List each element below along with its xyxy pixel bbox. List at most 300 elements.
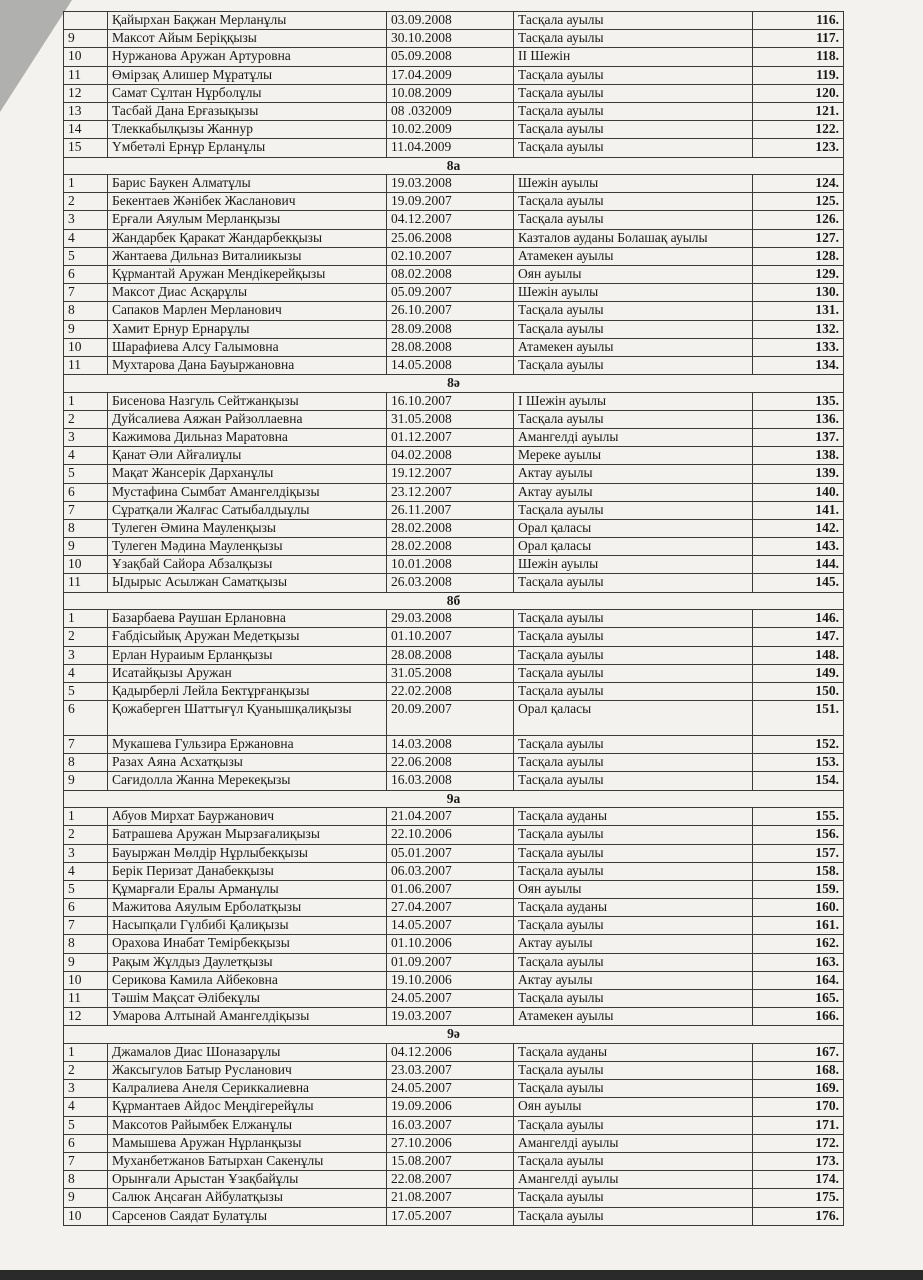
row-number: 9	[64, 953, 108, 971]
student-name: Муханбетжанов Батырхан Сакенұлы	[108, 1153, 387, 1171]
row-number: 6	[64, 265, 108, 283]
birth-place: Тасқала ауылы	[514, 1207, 753, 1225]
birth-place: Тасқала ауылы	[514, 826, 753, 844]
birth-place: Амангелді ауылы	[514, 1134, 753, 1152]
sequence-number: 166.	[753, 1008, 844, 1026]
sequence-number: 173.	[753, 1153, 844, 1171]
birth-place: Тасқала ауылы	[514, 356, 753, 374]
student-name: Сұратқали Жалғас Сатыбалдыұлы	[108, 501, 387, 519]
birth-date: 28.08.2008	[387, 646, 514, 664]
table-row	[64, 265, 844, 283]
row-number: 10	[64, 338, 108, 356]
table-row	[64, 971, 844, 989]
row-number: 7	[64, 917, 108, 935]
birth-date: 01.09.2007	[387, 953, 514, 971]
birth-place: Тасқала ауданы	[514, 1043, 753, 1061]
birth-date: 22.08.2007	[387, 1171, 514, 1189]
birth-date: 01.10.2006	[387, 935, 514, 953]
birth-place: Тасқала ауылы	[514, 990, 753, 1008]
table-row	[64, 30, 844, 48]
birth-date: 28.02.2008	[387, 538, 514, 556]
student-name: Умарова Алтынай Амангелдіқызы	[108, 1008, 387, 1026]
table-row	[64, 1080, 844, 1098]
sequence-number: 120.	[753, 84, 844, 102]
student-name: Берік Перизат Данабекқызы	[108, 862, 387, 880]
birth-place: Тасқала ауылы	[514, 953, 753, 971]
birth-place: Тасқала ауылы	[514, 862, 753, 880]
table-row	[64, 917, 844, 935]
student-name: Самат Сұлтан Нұрболұлы	[108, 84, 387, 102]
table-row	[64, 1008, 844, 1026]
birth-date: 04.02.2008	[387, 447, 514, 465]
sequence-number: 162.	[753, 935, 844, 953]
table-row	[64, 1189, 844, 1207]
birth-date: 02.10.2007	[387, 247, 514, 265]
row-number: 5	[64, 247, 108, 265]
sequence-number: 151.	[753, 701, 844, 736]
row-number: 3	[64, 1080, 108, 1098]
sequence-number: 127.	[753, 229, 844, 247]
sequence-number: 156.	[753, 826, 844, 844]
birth-place: Тасқала ауылы	[514, 1189, 753, 1207]
class-section-title: 9ә	[64, 1026, 844, 1044]
student-name: Қанат Әли Айғалиұлы	[108, 447, 387, 465]
table-row	[64, 646, 844, 664]
student-name: Насыпқали Гүлбибі Қалиқызы	[108, 917, 387, 935]
scan-bottom-edge	[0, 1270, 923, 1280]
sequence-number: 123.	[753, 139, 844, 157]
table-row	[64, 519, 844, 537]
table-row	[64, 229, 844, 247]
student-name: Орахова Инабат Темірбекқызы	[108, 935, 387, 953]
row-number: 10	[64, 48, 108, 66]
birth-date: 21.04.2007	[387, 808, 514, 826]
row-number: 6	[64, 483, 108, 501]
birth-date: 15.08.2007	[387, 1153, 514, 1171]
birth-place: Атамекен ауылы	[514, 338, 753, 356]
birth-place: Тасқала ауылы	[514, 30, 753, 48]
row-number: 12	[64, 84, 108, 102]
birth-place: Тасқала ауылы	[514, 302, 753, 320]
student-name: Мукашева Гульзира Ержановна	[108, 736, 387, 754]
student-name: Мажитова Аяулым Ерболатқызы	[108, 899, 387, 917]
row-number: 9	[64, 538, 108, 556]
sequence-number: 172.	[753, 1134, 844, 1152]
table-row	[64, 628, 844, 646]
birth-date: 26.11.2007	[387, 501, 514, 519]
sequence-number: 171.	[753, 1116, 844, 1134]
birth-place: Оян ауылы	[514, 265, 753, 283]
student-name: Рақым Жұлдыз Даулетқызы	[108, 953, 387, 971]
row-number: 7	[64, 501, 108, 519]
birth-place: Орал қаласы	[514, 701, 753, 736]
table-row	[64, 193, 844, 211]
student-name: Дуйсалиева Аяжан Райзоллаевна	[108, 410, 387, 428]
table-row	[64, 410, 844, 428]
class-section-title: 8а	[64, 157, 844, 175]
row-number: 6	[64, 1134, 108, 1152]
student-name: Құрмантаев Айдос Меңдігерейұлы	[108, 1098, 387, 1116]
student-name: Максот Айым Беріққызы	[108, 30, 387, 48]
row-number: 11	[64, 356, 108, 374]
sequence-number: 116.	[753, 12, 844, 30]
sequence-number: 154.	[753, 772, 844, 790]
row-number: 4	[64, 229, 108, 247]
row-number: 15	[64, 139, 108, 157]
student-name: Серикова Камила Айбековна	[108, 971, 387, 989]
birth-place: Тасқала ауданы	[514, 808, 753, 826]
birth-date: 16.10.2007	[387, 392, 514, 410]
sequence-number: 148.	[753, 646, 844, 664]
student-name: Хамит Ернур Ернарұлы	[108, 320, 387, 338]
table-row	[64, 1153, 844, 1171]
table-row	[64, 447, 844, 465]
student-name: Нуржанова Аружан Артуровна	[108, 48, 387, 66]
birth-date: 03.09.2008	[387, 12, 514, 30]
birth-place: Тасқала ауылы	[514, 66, 753, 84]
sequence-number: 149.	[753, 664, 844, 682]
birth-date: 27.10.2006	[387, 1134, 514, 1152]
student-name: Исатайқызы Аружан	[108, 664, 387, 682]
birth-date: 17.05.2007	[387, 1207, 514, 1225]
row-number: 8	[64, 519, 108, 537]
row-number: 3	[64, 844, 108, 862]
birth-place: II Шежін	[514, 48, 753, 66]
table-row	[64, 84, 844, 102]
birth-date: 10.01.2008	[387, 556, 514, 574]
birth-place: Тасқала ауылы	[514, 736, 753, 754]
table-row	[64, 935, 844, 953]
birth-date: 28.02.2008	[387, 519, 514, 537]
birth-date: 19.10.2006	[387, 971, 514, 989]
student-name: Сарсенов Саядат Булатұлы	[108, 1207, 387, 1225]
student-name: Тасбай Дана Ерғазықызы	[108, 102, 387, 120]
table-row	[64, 990, 844, 1008]
birth-date: 01.06.2007	[387, 880, 514, 898]
birth-place: Оян ауылы	[514, 880, 753, 898]
row-number: 1	[64, 1043, 108, 1061]
student-name: Ерғали Аяулым Мерланқызы	[108, 211, 387, 229]
table-row	[64, 175, 844, 193]
page-corner-fold	[0, 0, 72, 112]
birth-date: 01.10.2007	[387, 628, 514, 646]
sequence-number: 157.	[753, 844, 844, 862]
row-number: 8	[64, 935, 108, 953]
sequence-number: 165.	[753, 990, 844, 1008]
birth-place: Тасқала ауылы	[514, 320, 753, 338]
student-name: Бисенова Назгуль Сейтжанқызы	[108, 392, 387, 410]
birth-date: 26.03.2008	[387, 574, 514, 592]
birth-place: Амангелді ауылы	[514, 1171, 753, 1189]
birth-place: I Шежін ауылы	[514, 392, 753, 410]
table-row	[64, 772, 844, 790]
row-number: 9	[64, 320, 108, 338]
row-number: 3	[64, 428, 108, 446]
class-section-title: 8б	[64, 592, 844, 610]
sequence-number: 146.	[753, 610, 844, 628]
table-row	[64, 953, 844, 971]
student-name: Қожаберген Шаттығүл Қуанышқалиқызы	[108, 701, 387, 736]
class-section-title: 9а	[64, 790, 844, 808]
sequence-number: 161.	[753, 917, 844, 935]
birth-place: Тасқала ауылы	[514, 211, 753, 229]
table-row	[64, 1171, 844, 1189]
sequence-number: 139.	[753, 465, 844, 483]
birth-place: Тасқала ауылы	[514, 574, 753, 592]
birth-place: Тасқала ауылы	[514, 121, 753, 139]
student-name: Ыдырыс Асылжан Саматқызы	[108, 574, 387, 592]
table-row	[64, 556, 844, 574]
birth-date: 28.09.2008	[387, 320, 514, 338]
class-section-title: 8ә	[64, 375, 844, 393]
student-roster-table	[63, 11, 844, 1226]
row-number: 10	[64, 556, 108, 574]
birth-date: 11.04.2009	[387, 139, 514, 157]
birth-place: Тасқала ауылы	[514, 682, 753, 700]
birth-date: 27.04.2007	[387, 899, 514, 917]
birth-place: Тасқала ауылы	[514, 193, 753, 211]
birth-date: 28.08.2008	[387, 338, 514, 356]
table-row	[64, 682, 844, 700]
table-row	[64, 1116, 844, 1134]
student-name: Максот Диас Асқарұлы	[108, 284, 387, 302]
birth-place: Тасқала ауылы	[514, 84, 753, 102]
table-row	[64, 284, 844, 302]
birth-place: Оян ауылы	[514, 1098, 753, 1116]
row-number: 14	[64, 121, 108, 139]
birth-place: Казталов ауданы Болашақ ауылы	[514, 229, 753, 247]
birth-place: Тасқала ауылы	[514, 1116, 753, 1134]
birth-date: 24.05.2007	[387, 1080, 514, 1098]
birth-date: 08.02.2008	[387, 265, 514, 283]
student-name: Ерлан Нураиым Ерланқызы	[108, 646, 387, 664]
birth-place: Атамекен ауылы	[514, 1008, 753, 1026]
birth-date: 04.12.2006	[387, 1043, 514, 1061]
table-row	[64, 139, 844, 157]
student-name: Өмірзақ Алишер Мұратұлы	[108, 66, 387, 84]
sequence-number: 144.	[753, 556, 844, 574]
row-number: 10	[64, 971, 108, 989]
table-row	[64, 664, 844, 682]
row-number: 2	[64, 410, 108, 428]
birth-place: Орал қаласы	[514, 538, 753, 556]
birth-place: Актау ауылы	[514, 483, 753, 501]
birth-place: Тасқала ауылы	[514, 501, 753, 519]
sequence-number: 118.	[753, 48, 844, 66]
sequence-number: 141.	[753, 501, 844, 519]
birth-date: 26.10.2007	[387, 302, 514, 320]
birth-place: Тасқала ауылы	[514, 772, 753, 790]
student-name: Қайырхан Бақжан Мерланұлы	[108, 12, 387, 30]
row-number: 5	[64, 465, 108, 483]
student-name: Максотов Райымбек Елжанұлы	[108, 1116, 387, 1134]
sequence-number: 129.	[753, 265, 844, 283]
row-number: 8	[64, 1171, 108, 1189]
table-row	[64, 574, 844, 592]
row-number: 10	[64, 1207, 108, 1225]
birth-place: Тасқала ауылы	[514, 102, 753, 120]
birth-date: 23.03.2007	[387, 1062, 514, 1080]
birth-place: Тасқала ауылы	[514, 139, 753, 157]
row-number: 1	[64, 175, 108, 193]
birth-place: Тасқала ауылы	[514, 1153, 753, 1171]
birth-date: 20.09.2007	[387, 701, 514, 736]
sequence-number: 159.	[753, 880, 844, 898]
birth-date: 31.05.2008	[387, 410, 514, 428]
birth-date: 16.03.2008	[387, 772, 514, 790]
table-row	[64, 102, 844, 120]
birth-date: 01.12.2007	[387, 428, 514, 446]
birth-date: 08 .032009	[387, 102, 514, 120]
student-name: Сағидолла Жанна Мерекеқызы	[108, 772, 387, 790]
sequence-number: 152.	[753, 736, 844, 754]
sequence-number: 124.	[753, 175, 844, 193]
birth-place: Тасқала ауылы	[514, 664, 753, 682]
document-page	[63, 11, 844, 1226]
birth-place: Тасқала ауылы	[514, 610, 753, 628]
birth-place: Орал қаласы	[514, 519, 753, 537]
row-number: 2	[64, 193, 108, 211]
birth-date: 22.06.2008	[387, 754, 514, 772]
table-row	[64, 538, 844, 556]
table-row	[64, 1134, 844, 1152]
table-row	[64, 808, 844, 826]
sequence-number: 142.	[753, 519, 844, 537]
student-name: Абуов Мирхат Бауржанович	[108, 808, 387, 826]
birth-date: 19.09.2006	[387, 1098, 514, 1116]
row-number: 4	[64, 664, 108, 682]
sequence-number: 133.	[753, 338, 844, 356]
sequence-number: 164.	[753, 971, 844, 989]
birth-date: 10.02.2009	[387, 121, 514, 139]
student-name: Базарбаева Раушан Ерлановна	[108, 610, 387, 628]
table-row	[64, 302, 844, 320]
birth-place: Актау ауылы	[514, 971, 753, 989]
student-name: Мухтарова Дана Бауыржановна	[108, 356, 387, 374]
row-number: 3	[64, 646, 108, 664]
birth-place: Шежін ауылы	[514, 556, 753, 574]
birth-date: 05.09.2007	[387, 284, 514, 302]
row-number: 11	[64, 574, 108, 592]
birth-place: Тасқала ауылы	[514, 646, 753, 664]
table-row	[64, 392, 844, 410]
birth-date: 19.12.2007	[387, 465, 514, 483]
birth-place: Шежін ауылы	[514, 175, 753, 193]
birth-place: Тасқала ауылы	[514, 628, 753, 646]
table-row	[64, 320, 844, 338]
row-number: 7	[64, 284, 108, 302]
student-name: Батрашева Аружан Мырзағалиқызы	[108, 826, 387, 844]
table-row	[64, 862, 844, 880]
birth-place: Актау ауылы	[514, 465, 753, 483]
sequence-number: 163.	[753, 953, 844, 971]
row-number: 4	[64, 862, 108, 880]
birth-date: 14.03.2008	[387, 736, 514, 754]
student-name: Құмарғали Ералы Арманұлы	[108, 880, 387, 898]
sequence-number: 167.	[753, 1043, 844, 1061]
student-name: Барис Баукен Алматұлы	[108, 175, 387, 193]
table-row	[64, 1207, 844, 1225]
row-number: 11	[64, 990, 108, 1008]
birth-date: 31.05.2008	[387, 664, 514, 682]
sequence-number: 169.	[753, 1080, 844, 1098]
student-name: Шарафиева Алсу Галымовна	[108, 338, 387, 356]
birth-place: Тасқала ауылы	[514, 1080, 753, 1098]
table-row	[64, 610, 844, 628]
sequence-number: 175.	[753, 1189, 844, 1207]
birth-place: Актау ауылы	[514, 935, 753, 953]
birth-date: 05.09.2008	[387, 48, 514, 66]
student-name: Орынғали Арыстан Ұзақбайұлы	[108, 1171, 387, 1189]
row-number: 1	[64, 610, 108, 628]
student-name: Жандарбек Қаракат Жандарбекқызы	[108, 229, 387, 247]
sequence-number: 138.	[753, 447, 844, 465]
birth-date: 29.03.2008	[387, 610, 514, 628]
table-row	[64, 211, 844, 229]
row-number: 7	[64, 736, 108, 754]
row-number: 3	[64, 211, 108, 229]
student-name: Мамышева Аружан Нұрланқызы	[108, 1134, 387, 1152]
student-name: Бауыржан Мөлдір Нұрлыбекқызы	[108, 844, 387, 862]
student-name: Сапаков Марлен Мерланович	[108, 302, 387, 320]
table-row	[64, 826, 844, 844]
birth-date: 17.04.2009	[387, 66, 514, 84]
row-number: 9	[64, 30, 108, 48]
row-number: 8	[64, 302, 108, 320]
birth-place: Тасқала ауылы	[514, 754, 753, 772]
sequence-number: 168.	[753, 1062, 844, 1080]
student-name: Разах Аяна Асхатқызы	[108, 754, 387, 772]
row-number: 9	[64, 1189, 108, 1207]
table-row	[64, 1062, 844, 1080]
student-name: Мақат Жансерік Дарханұлы	[108, 465, 387, 483]
row-number: 9	[64, 772, 108, 790]
sequence-number: 131.	[753, 302, 844, 320]
row-number: 11	[64, 66, 108, 84]
student-name: Жантаева Дильназ Виталиикызы	[108, 247, 387, 265]
row-number: 5	[64, 682, 108, 700]
birth-place: Тасқала ауылы	[514, 917, 753, 935]
table-row	[64, 48, 844, 66]
row-number: 6	[64, 701, 108, 736]
student-name: Қадырберлі Лейла Бектұрғанқызы	[108, 682, 387, 700]
table-row	[64, 736, 844, 754]
student-name: Ұзақбай Сайора Абзалқызы	[108, 556, 387, 574]
table-row	[64, 899, 844, 917]
row-number: 7	[64, 1153, 108, 1171]
sequence-number: 158.	[753, 862, 844, 880]
table-row	[64, 483, 844, 501]
sequence-number: 137.	[753, 428, 844, 446]
birth-place: Тасқала ауылы	[514, 410, 753, 428]
sequence-number: 176.	[753, 1207, 844, 1225]
table-row	[64, 428, 844, 446]
sequence-number: 121.	[753, 102, 844, 120]
row-number: 4	[64, 1098, 108, 1116]
birth-date: 19.03.2008	[387, 175, 514, 193]
table-row	[64, 501, 844, 519]
row-number: 5	[64, 1116, 108, 1134]
table-row	[64, 338, 844, 356]
sequence-number: 125.	[753, 193, 844, 211]
table-row	[64, 1098, 844, 1116]
sequence-number: 136.	[753, 410, 844, 428]
birth-date: 23.12.2007	[387, 483, 514, 501]
table-row	[64, 12, 844, 30]
sequence-number: 132.	[753, 320, 844, 338]
student-name: Тулеген Әмина Мауленқызы	[108, 519, 387, 537]
sequence-number: 122.	[753, 121, 844, 139]
